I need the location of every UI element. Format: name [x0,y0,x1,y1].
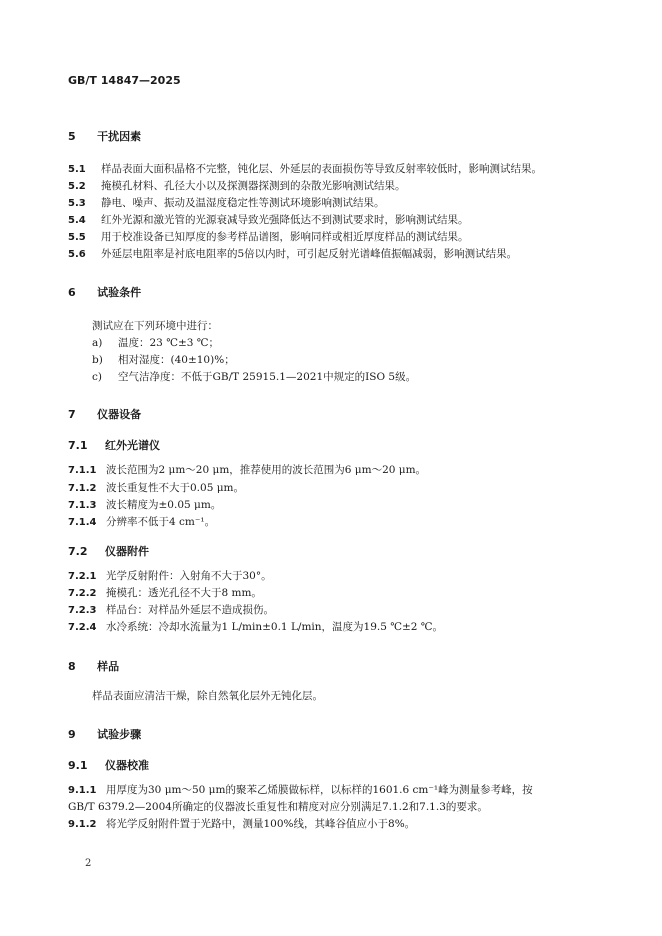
section-title: 干扰因素 [97,130,142,143]
list-item: 7.1.1 波长范围为2 μm～20 μm，推荐使用的波长范围为6 μm～20 μm。 [68,464,427,476]
section-5-heading [68,128,141,144]
section-title: 仪器设备 [97,408,142,421]
section-number: 7 [68,408,76,421]
list-item: a) 温度：23 ℃±3 ℃； [92,337,220,349]
list-item: 5.5 用于校准设备已知厚度的参考样品谱图，影响同样或相近厚度样品的测试结果。 [68,231,469,243]
paragraph: 9.1.1 用厚度为30 μm～50 μm的聚苯乙烯膜做标样，以标样的1601.6 cm⁻¹峰为测量参考峰，按 [68,784,533,796]
list-item: 7.2.4 水冷系统：冷却水流量为1 L/min±0.1 L/min，温度为19.5 ℃±2 ℃。 [68,621,444,633]
section-number: 6 [68,286,76,299]
list-item: 5.6 外延层电阻率是衬底电阻率的5倍以内时，可引起反射光谱峰值振幅减弱，影响测试结果。 [68,248,518,260]
subsection-9-1-heading [68,757,149,773]
paragraph-continuation: GB/T 6379.2—2004所确定的仪器波长重复性和精度对应分别满足7.1.2和7.1.3的要求。 [68,801,488,813]
list-item: 5.2 掩模孔材料、孔径大小以及探测器探测到的杂散光影响测试结果。 [68,180,406,192]
section-number: 5 [68,130,76,143]
subsection-7-1-heading [68,437,160,453]
list-item: b) 相对湿度：(40±10)%； [92,354,235,366]
list-item: c) 空气洁净度：不低于GB/T 25915.1—2021中规定的ISO 5级。 [92,371,417,383]
list-item: 5.4 红外光源和激光管的光源衰减导致光强降低达不到测试要求时，影响测试结果。 [68,214,469,226]
section-title: 仪器附件 [105,545,149,558]
list-item: 7.1.3 波长精度为±0.05 μm。 [68,499,222,511]
section-title: 试验步骤 [97,728,142,741]
paragraph: 样品表面应清洁干燥，除自然氧化层外无钝化层。 [92,690,323,702]
list-item: 7.1.4 分辨率不低于4 cm⁻¹。 [68,516,216,528]
paragraph: 9.1.2 将光学反射附件置于光路中，测量100%线，其峰谷值应小于8%。 [68,818,416,830]
section-title: 仪器校准 [105,759,149,772]
section-title: 样品 [97,660,120,673]
list-item: 5.1 样品表面大面积晶格不完整，钝化层、外延层的表面损伤等导致反射率较低时，影响测试结果。 [68,163,542,175]
list-item: 7.2.3 样品台：对样品外延层不造成损伤。 [68,604,274,616]
standard-number: GB/T 14847—2025 [68,74,181,87]
subsection-7-2-heading [68,543,149,559]
section-number: 9 [68,728,76,741]
list-item: 5.3 静电、噪声、振动及温湿度稳定性等测试环境影响测试结果。 [68,197,385,209]
paragraph: 测试应在下列环境中进行： [92,320,218,332]
section-8-heading [68,658,119,674]
section-number: 7.2 [68,545,88,558]
list-item: 7.2.2 掩模孔：透光孔径不大于8 mm。 [68,587,262,599]
section-title: 红外光谱仪 [105,439,160,452]
section-number: 9.1 [68,759,88,772]
section-6-heading [68,284,141,300]
section-9-heading [68,726,141,742]
list-item: 7.2.1 光学反射附件：入射角不大于30°。 [68,570,272,582]
section-number: 8 [68,660,76,673]
page-number: 2 [85,858,92,869]
list-item: 7.1.2 波长重复性不大于0.05 μm。 [68,482,244,494]
section-title: 试验条件 [97,286,142,299]
section-number: 7.1 [68,439,88,452]
section-7-heading [68,406,141,422]
